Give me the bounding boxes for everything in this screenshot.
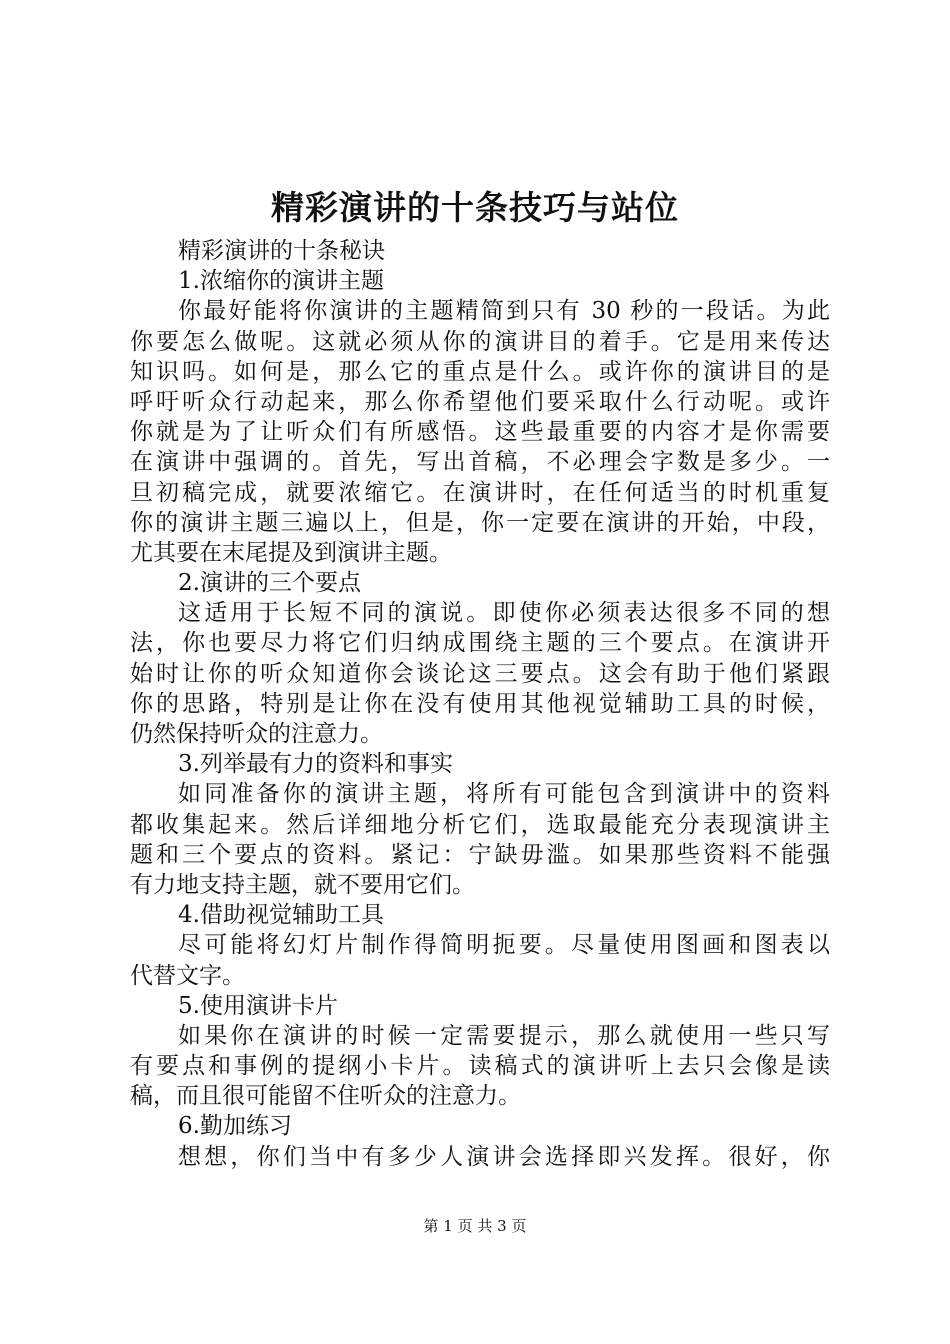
paragraph-line: 你最好能将你演讲的主题精简到只有 30 秒的一段话。为此	[178, 298, 830, 325]
paragraph-line: 你要怎么做呢。这就必须从你的演讲目的着手。它是用来传达	[130, 328, 830, 355]
document-body	[130, 236, 830, 1172]
paragraph-line: 法，你也要尽力将它们归纳成围绕主题的三个要点。在演讲开	[130, 630, 830, 657]
document-title: 精彩演讲的十条技巧与站位	[271, 188, 679, 227]
section-heading: 6.勤加练习	[178, 1113, 292, 1140]
paragraph-line: 始时让你的听众知道你会谈论这三要点。这会有助于他们紧跟	[130, 660, 830, 687]
paragraph-line: 如同准备你的演讲主题，将所有可能包含到演讲中的资料	[178, 781, 830, 808]
paragraph-line: 尤其要在末尾提及到演讲主题。	[130, 539, 452, 566]
section-heading: 1.浓缩你的演讲主题	[178, 268, 384, 295]
paragraph-line: 都收集起来。然后详细地分析它们，选取最能充分表现演讲主	[130, 811, 830, 838]
paragraph-line: 呼吁听众行动起来，那么你希望他们要采取什么行动呢。或许	[130, 388, 830, 415]
paragraph-line: 题和三个要点的资料。紧记：宁缺毋滥。如果那些资料不能强	[130, 841, 830, 868]
section-heading: 3.列举最有力的资料和事实	[178, 751, 453, 778]
section-heading: 5.使用演讲卡片	[178, 992, 338, 1019]
paragraph-line: 这适用于长短不同的演说。即使你必须表达很多不同的想	[178, 600, 830, 627]
paragraph-line: 知识吗。如何是，那么它的重点是什么。或许你的演讲目的是	[130, 358, 830, 385]
section-heading: 4.借助视觉辅助工具	[178, 902, 384, 929]
paragraph-line: 旦初稿完成，就要浓缩它。在演讲时，在任何适当的时机重复	[130, 479, 830, 506]
paragraph-line: 你的思路，特别是让你在没有使用其他视觉辅助工具的时候，	[130, 690, 830, 717]
paragraph-line: 你的演讲主题三遍以上，但是，你一定要在演讲的开始，中段，	[130, 509, 830, 536]
paragraph-line: 有要点和事例的提纲小卡片。读稿式的演讲听上去只会像是读	[130, 1053, 830, 1080]
paragraph-line: 稿，而且很可能留不住听众的注意力。	[130, 1083, 521, 1110]
paragraph-line: 代替文字。	[130, 962, 245, 989]
paragraph-line: 尽可能将幻灯片制作得简明扼要。尽量使用图画和图表以	[178, 932, 830, 959]
paragraph-line: 仍然保持听众的注意力。	[130, 721, 383, 747]
section-heading: 精彩演讲的十条秘诀	[178, 238, 385, 264]
paragraph-line: 你就是为了让听众们有所感悟。这些最重要的内容才是你需要	[130, 419, 830, 446]
paragraph-line: 想想，你们当中有多少人演讲会选择即兴发挥。很好，你	[178, 1143, 830, 1170]
paragraph-line: 有力地支持主题，就不要用它们。	[130, 871, 475, 898]
section-heading: 2.演讲的三个要点	[178, 570, 361, 597]
paragraph-line: 如果你在演讲的时候一定需要提示，那么就使用一些只写	[178, 1022, 830, 1049]
paragraph-line: 在演讲中强调的。首先，写出首稿，不必理会字数是多少。一	[130, 449, 830, 476]
page-footer: 第 1 页 共 3 页	[423, 1217, 527, 1235]
